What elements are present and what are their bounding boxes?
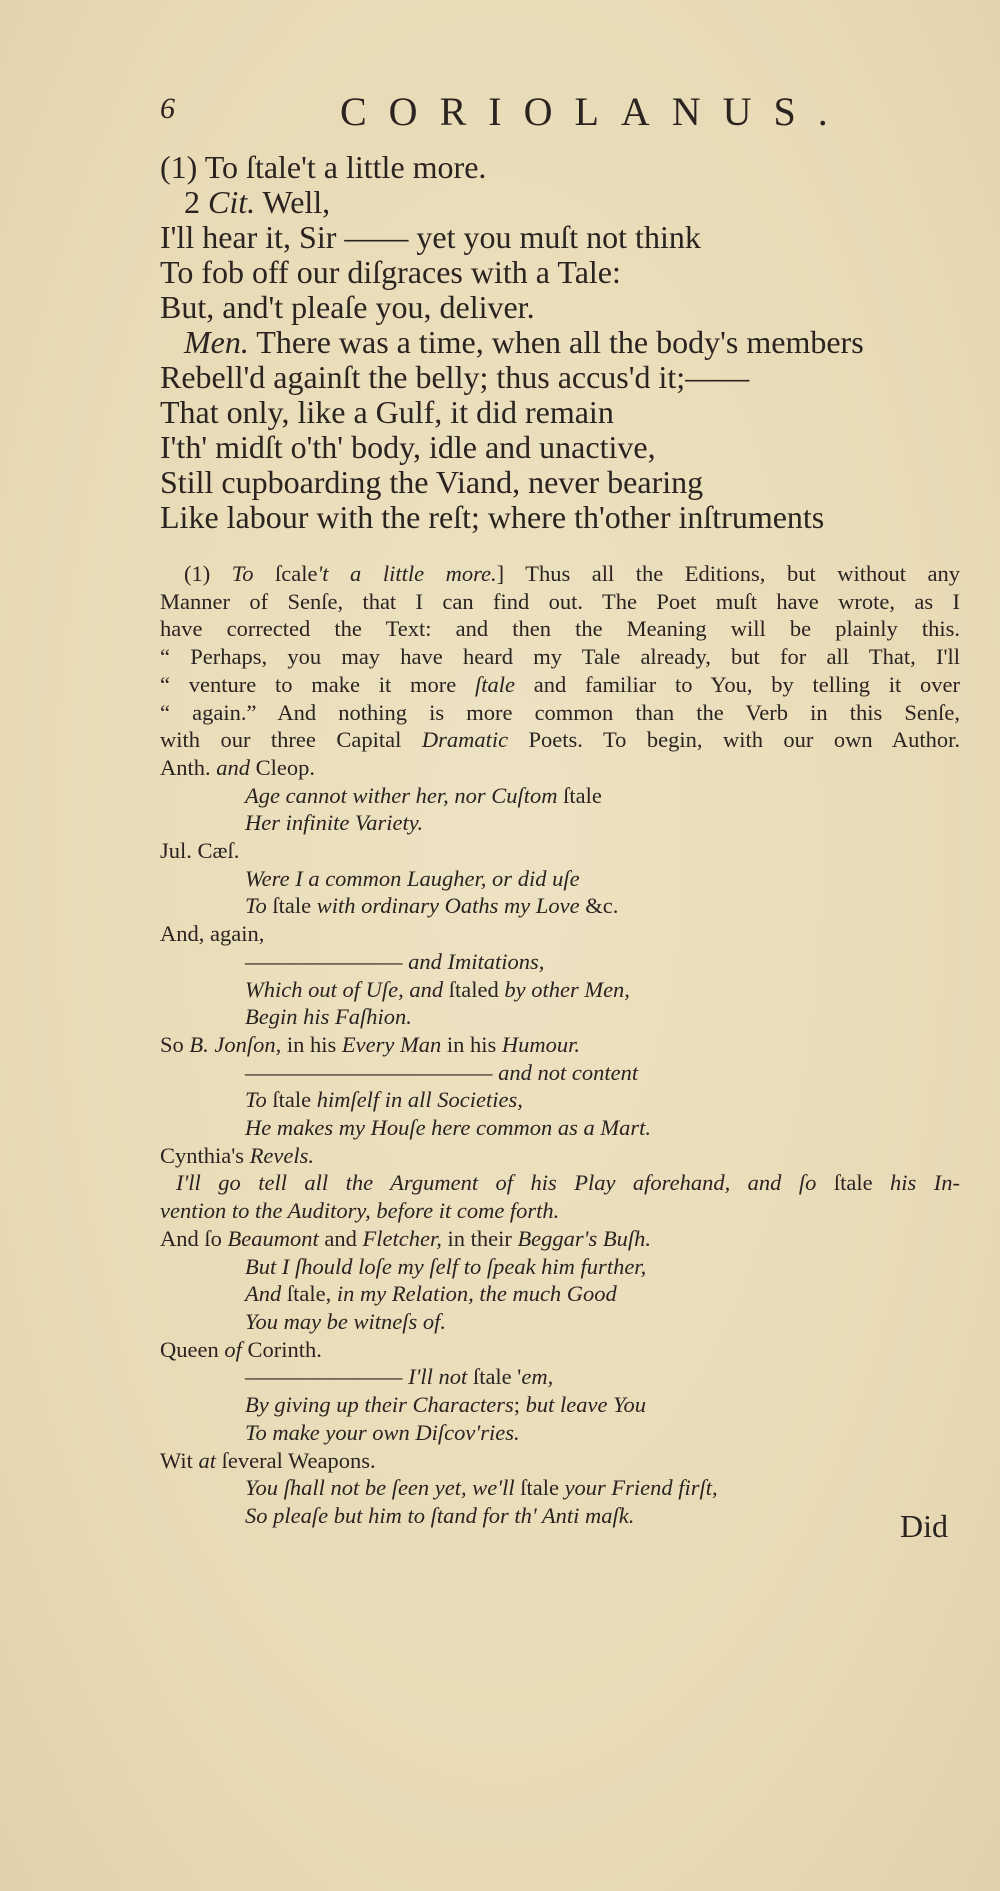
page-number: 6 [160,92,175,125]
roman-text: Well, [255,184,331,220]
italic-text: Age cannot wither her, nor Cuſtom [245,782,558,808]
footnote-line [160,1447,960,1475]
roman-text: ] Thus all the Editions, but without any [496,561,960,586]
roman-text: But, and't pleaſe you, deliver. [160,289,535,325]
roman-text: ſtale ' [467,1364,522,1390]
italic-text: B. Jonſon, [189,1031,282,1057]
footnote-line [160,615,960,643]
italic-text: To make your own Diſcov'ries. [245,1419,520,1445]
roman-text: (1) To ſtale't a little more. [160,149,487,185]
roman-text: “ venture to make it more [160,671,475,697]
italic-text: I'll go tell all the Argument of his Play aforehand, and ſo [176,1170,817,1196]
footnote-line [160,1391,960,1419]
catchword: Did [900,1508,948,1544]
footnote-line [160,1502,960,1530]
italic-text: Beggar's Buſh. [517,1225,651,1251]
roman-text: (1) [184,561,232,586]
italic-text: Begin his Faſhion. [245,1004,412,1030]
verse-line [160,255,960,290]
italic-text: You ſhall not be ſeen yet, we'll [245,1475,515,1501]
footnote-line [160,1114,960,1142]
verse-line [160,150,960,185]
roman-text: I'll hear it, Sir —— yet you muſt not think [160,219,701,255]
verse-line [160,290,960,325]
verse-line [160,325,960,360]
italic-text: and Imitations, [408,948,545,974]
roman-text: ſtale, [281,1281,337,1307]
footnote-line [160,837,960,865]
roman-text: Wit [160,1447,199,1473]
roman-text: Manner of Senſe, that I can find out. The Poet muſt have wrote, as I [160,588,960,614]
roman-text: Cleop. [250,754,315,780]
italic-text: Every Man [341,1031,442,1057]
footnote-line [160,1225,960,1253]
roman-text: ſtale [816,1170,891,1196]
roman-text: Jul. Cæſ. [160,838,240,864]
footnote-line [160,1253,960,1281]
italic-text: You may be witneſs of. [245,1308,447,1334]
roman-text: Corinth. [241,1336,322,1362]
roman-text: with our three Capital [160,727,422,753]
footnote-line [160,588,960,616]
italic-text: Beaumont [227,1225,319,1251]
roman-text: and familiar to You, by telling it over [514,671,960,697]
italic-text: Dramatic [421,727,509,753]
italic-text: Revels. [249,1142,315,1168]
footnote-line [160,809,960,837]
footnote-line [160,1197,960,1225]
roman-text: ; [513,1392,526,1418]
italic-text: But I ſhould loſe my ſelf to ſpeak him further, [245,1253,647,1279]
italic-text: 't a little more. [317,561,497,586]
roman-text: in their [441,1225,518,1251]
italic-text: vention to the Auditory, before it come forth. [160,1198,560,1224]
verse-line [160,395,960,430]
footnote-line [160,892,960,920]
footnote-line [160,726,960,754]
italic-text: To [245,1087,267,1113]
roman-text: ſtale [266,1087,317,1113]
verse-line [160,500,960,535]
roman-text: ſtaled [443,976,505,1002]
running-head: CORIOLANUS. [340,89,850,134]
footnote-line [160,699,960,727]
roman-text: And, again, [160,921,265,947]
footnote-line [160,1336,960,1364]
roman-text: in his [281,1031,342,1057]
roman-text: Cynthia's [160,1142,250,1168]
italic-text: Cit. [208,184,256,220]
verse-line [160,220,960,255]
footnote-line [160,1419,960,1447]
italic-text: his In- [890,1170,961,1196]
italic-text: ſtale [474,671,515,697]
roman-text: &c. [579,893,619,919]
roman-text: And ſo [160,1225,228,1251]
roman-text: ſeveral Weapons. [215,1447,376,1473]
page-header [160,88,960,138]
italic-text: Fletcher, [362,1225,442,1251]
play-text [160,150,960,535]
verse-line [160,430,960,465]
verse-line [160,185,960,220]
roman-text: That only, like a Gulf, it did remain [160,394,614,430]
footnote-line [160,782,960,810]
roman-text: I'th' midſt o'th' body, idle and unactive, [160,429,656,465]
italic-text: Men. [184,324,249,360]
italic-text: em, [521,1364,554,1390]
italic-text: And [245,1281,282,1307]
italic-text: I'll not [408,1364,468,1390]
footnote-line [160,920,960,948]
italic-text: himſelf in all Societies, [316,1087,523,1113]
footnote-line [160,1059,960,1087]
italic-text: but leave You [525,1392,647,1418]
roman-text: and [318,1225,363,1251]
verse-line [160,465,960,500]
italic-text: To [245,893,267,919]
roman-text: Queen [160,1336,225,1362]
italic-text: by other Men, [504,976,630,1002]
roman-text: ſtale [514,1475,565,1501]
footnote-line [160,1142,960,1170]
footnote-line [160,643,960,671]
footnote-line [160,754,960,782]
footnote-line [160,1363,960,1391]
footnote-line [160,671,960,699]
roman-text: have corrected the Text: and then the Meaning will be plainly this. [160,616,960,642]
footnote-line [160,865,960,893]
footnote-line [160,1031,960,1059]
italic-text: and [216,754,250,780]
footnote [160,560,960,1530]
footnote-line [160,948,960,976]
italic-text: Were I a common Laugher, or did uſe [245,865,580,891]
roman-text: Still cupboarding the Viand, never bearing [160,464,704,500]
italic-text: with ordinary Oaths my Love [316,893,580,919]
italic-text: your Friend firſt, [564,1475,718,1501]
roman-text: 2 [184,184,208,220]
italic-text: and not content [498,1059,639,1085]
italic-text: Humour. [501,1031,580,1057]
roman-text: Like labour with the reſt; where th'other inſtruments [160,499,825,535]
footnote-line [160,1003,960,1031]
footnote-line [160,1169,960,1197]
roman-text: There was a time, when all the body's members [248,324,864,360]
roman-text: Rebell'd againſt the belly; thus accus'd it;—— [160,359,750,395]
roman-text: “ again.” And nothing is more common than the Verb in this Senſe, [160,699,960,725]
italic-text: of [224,1336,242,1362]
italic-text: So pleaſe but him to ſtand for th' Anti maſk. [245,1502,635,1528]
roman-text: ——————— [245,1364,409,1390]
footnote-line [160,976,960,1004]
footnote-line [160,1086,960,1114]
roman-text: ——————— [245,948,409,974]
roman-text: So [160,1031,190,1057]
roman-text: Anth. [160,754,217,780]
italic-text: He makes my Houſe here common as a Mart. [245,1115,651,1141]
roman-text: ——————————— [245,1059,499,1085]
footnote-line [160,1474,960,1502]
roman-text: ſcale [253,561,318,586]
italic-text: Which out of Uſe, and [245,976,444,1002]
italic-text: Her infinite Variety. [245,810,424,836]
italic-text: in my Relation, the much Good [336,1281,617,1307]
italic-text: To [231,561,254,586]
roman-text: To fob off our diſgraces with a Tale: [160,254,621,290]
roman-text: in his [441,1031,502,1057]
footnote-line [160,1308,960,1336]
footnote-line [160,560,960,588]
italic-text: at [198,1447,216,1473]
roman-text: “ Perhaps, you may have heard my Tale already, but for all That, I'll [160,644,960,670]
roman-text: ſtale [266,893,317,919]
roman-text: ſtale [557,782,602,808]
verse-line [160,360,960,395]
italic-text: By giving up their Characters [245,1392,514,1418]
footnote-line [160,1280,960,1308]
roman-text: Poets. To begin, with our own Author. [508,727,960,753]
